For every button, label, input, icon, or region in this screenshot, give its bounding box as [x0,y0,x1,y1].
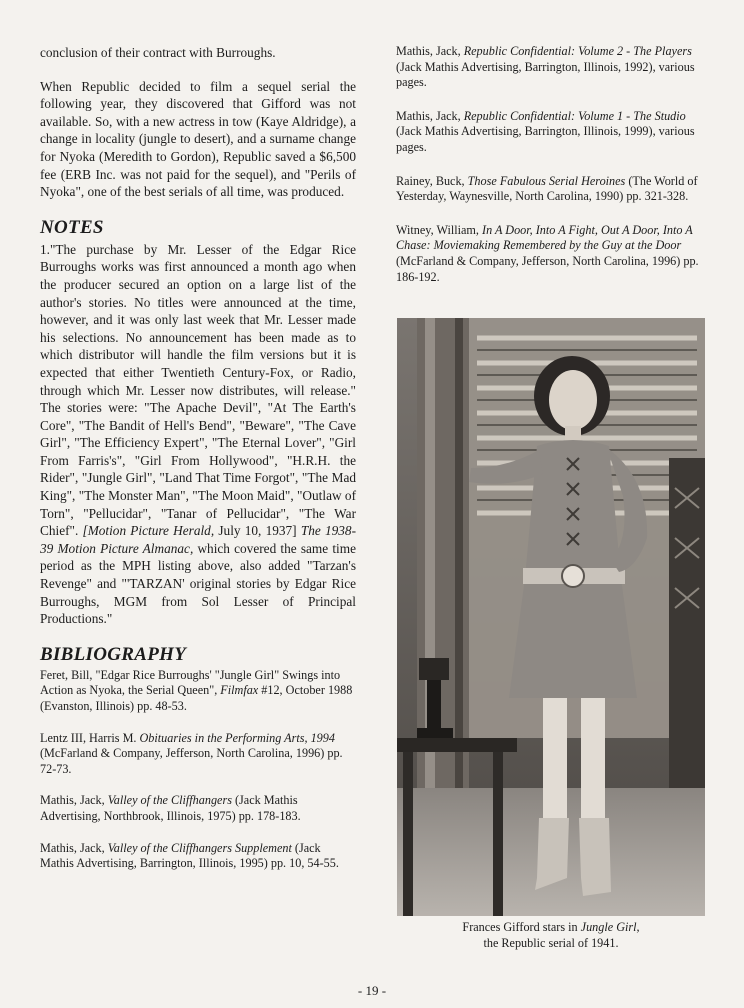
note-1-almanac: The 1938-39 Motion Picture Almanac, [40,523,357,556]
bib-entry-author: Mathis, Jack, [396,108,464,123]
note-1-rest: which covered the same time period as the MPH listing above, also added "Tarzan's Revenge" and "'TARZAN' original stories by Edgar Rice Burroughs, MGM from Sol Lesser of Principal Productions." [40,540,356,627]
bib-entry-author: Mathis, Jack, [396,44,464,58]
bib-entry-details: (The World of Yesterday, Waynesville, North Carolina, 1990) pp. 321-328. [396,173,698,204]
bib-entry-author: Mathis, Jack, [40,793,108,808]
bib-entry-title: In A Door, Into A Fight, Out A Door, Into A Chase: Moviemaking Remembered by the Guy at the Door [396,222,693,253]
note-1-text: 1."The purchase by Mr. Lesser of the Edgar Rice Burroughs works was first announced a month ago when the producer secured an option on a large list of the author's stories. No titles were announced at the time, however, and it was only last week that Mr. Lesser made his selections. No announcement has been made as to which distributor will handle the film versions but it is expected that either Twentieth Century-Fox, or Radio, through which Mr. Lesser now distributes, will release." The stories were: "The Apache Devil", "At The Earth's Core", "The Bandit of Hell's Bend", "Beware", "The Cave Girl", "The Efficiency Expert", "The Eternal Lover", "Girl From Farris's", "Girl From Hollywood", "H.R.H. the Rider", "Jungle Girl", "Land That Time Forgot", "The Mad King", "The Monster Man", "The Moon Maid", "Outlaw of Torn", "Pellucidar", "Tanar of Pellucidar", "The War Chief". [40,241,356,539]
bib-entry-details: (Jack Mathis Advertising, Barrington, Illinois, 1995) pp. 10, 54-55. [40,840,339,871]
page-number: - 19 - [357,983,387,998]
caption-text: Frances Gifford stars in [462,920,581,934]
notes-heading: NOTES [40,216,104,238]
note-1 [40,241,356,628]
bib-entry-details: #12, October 1988 (Evanston, Illinois) pp. 48-53. [40,683,353,713]
note-1-source: [Motion Picture Herald, [82,523,215,539]
bib-entry-witney [396,223,704,285]
bib-entry-details: (McFarland & Company, Jefferson, North Carolina, 1996) pp. 186-192. [396,253,699,284]
photo-caption [397,920,705,951]
bib-entry-author: Feret, Bill, "Edgar Rice Burroughs' "Jungle Girl" Swings into Action as Nyoka, the Serial Queen", [40,667,341,698]
bib-entry-title: Republic Confidential: Volume 2 - The Players [463,44,692,58]
bib-entry-mathis-supplement [40,841,356,872]
closing-paragraph: conclusion of their contract with Burroughs. [40,45,276,60]
bib-entry-author: Rainey, Buck, [396,173,468,188]
bib-entry-details: (Jack Mathis Advertising, Northbrook, Illinois, 1975) pp. 178-183. [40,793,301,823]
bib-entry-title: Republic Confidential: Volume 1 - The Studio [463,108,686,123]
sequel-paragraph: When Republic decided to film a sequel serial the following year, they discovered that Gifford was not available. So, with a new actress in tow (Kaye Aldridge), a change in locality (jungle to desert), and a surname change for Nyoka (Meredith to Gordon), Republic saved a $6,500 fee (ERB Inc. was not paid for the sequel), and "Perils of Nyoka", one of the best serials of all time, was produced. [40,78,356,200]
bib-entry-details: (McFarland & Company, Jefferson, North Carolina, 1996) pp. 72-73. [40,746,343,776]
caption-line-2: the Republic serial of 1941. [483,935,619,950]
bib-entry-author: Mathis, Jack, [40,840,108,855]
bib-entry-details: (Jack Mathis Advertising, Barrington, Illinois, 1992), various pages. [396,59,695,90]
bib-entry-title: Valley of the Cliffhangers Supplement [107,840,292,855]
bib-entry-author: Lentz III, Harris M. [40,730,140,745]
bib-entry-lentz [40,731,356,778]
bib-entry-author: Witney, William, [396,222,483,237]
bib-entry-title: Those Fabulous Serial Heroines [467,173,626,188]
film-still-photo [397,318,705,916]
bib-entry-feret [40,668,356,715]
bib-entry-title: Obituaries in the Performing Arts, 1994 [139,730,335,745]
bib-entry-rainey [396,174,704,205]
bib-entry-title: Filmfax [220,683,259,698]
caption-film-title: Jungle Girl, [580,920,640,934]
note-1-date: July 10, 1937] [214,523,297,539]
bib-entry-title: Valley of the Cliffhangers [107,793,232,808]
bib-entry-mathis-valley [40,793,356,824]
bib-entry-details: (Jack Mathis Advertising, Barrington, Illinois, 1999), various pages. [396,124,695,154]
bib-entry-republic-vol1 [396,109,704,156]
right-column [396,44,704,303]
caption-line-1 [397,920,705,936]
bib-entry-republic-vol2 [396,44,704,91]
bibliography-heading: BIBLIOGRAPHY [40,643,187,665]
left-column [40,44,356,888]
